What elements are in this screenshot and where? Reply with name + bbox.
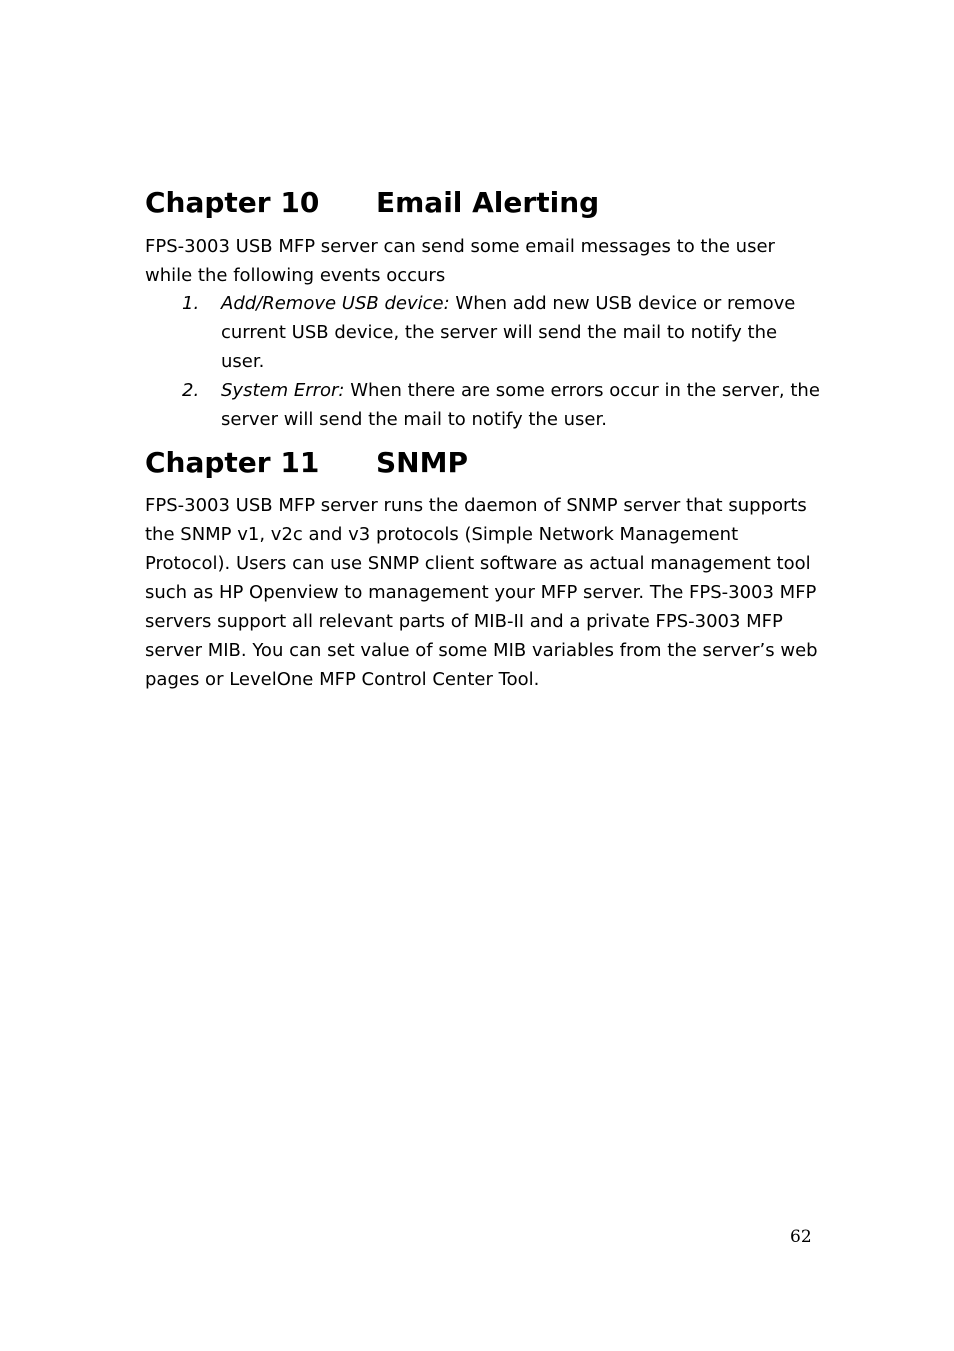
page-number: 62 xyxy=(790,1227,812,1247)
list-item-term: Add/Remove USB device: xyxy=(221,293,450,314)
chapter-11-title: SNMP xyxy=(376,446,468,479)
list-item xyxy=(145,289,825,376)
list-item-text: When add new USB device or remove current USB device, the server will send the mail to notify the user. xyxy=(221,293,796,372)
chapter-11-body: FPS-3003 USB MFP server runs the daemon of SNMP server that supports the SNMP v1, v2c and v3 protocols (Simple Network Management Protocol). Users can use SNMP client software as actual management tool such as HP Openview to management your MFP server. The FPS-3003 MFP servers support all relevant parts of MIB-II and a private FPS-3003 MFP server MIB. You can set value of some MIB variables from the server’s web pages or LevelOne MFP Control Center Tool. xyxy=(145,495,818,690)
chapter-10-intro: FPS-3003 USB MFP server can send some email messages to the user while the following events occurs xyxy=(145,236,775,286)
event-list xyxy=(145,289,825,434)
chapter-10-number: Chapter 10 xyxy=(145,186,320,219)
list-item xyxy=(145,376,825,434)
list-item-marker: 1. xyxy=(182,293,200,314)
list-item-term: System Error: xyxy=(221,380,345,401)
chapter-10-heading xyxy=(145,185,599,221)
chapter-11-number: Chapter 11 xyxy=(145,446,320,479)
chapter-11-heading xyxy=(145,445,468,481)
list-item-marker: 2. xyxy=(182,380,200,401)
chapter-10-title: Email Alerting xyxy=(376,186,600,219)
list-item-text: When there are some errors occur in the server, the server will send the mail to notify the user. xyxy=(221,380,820,430)
